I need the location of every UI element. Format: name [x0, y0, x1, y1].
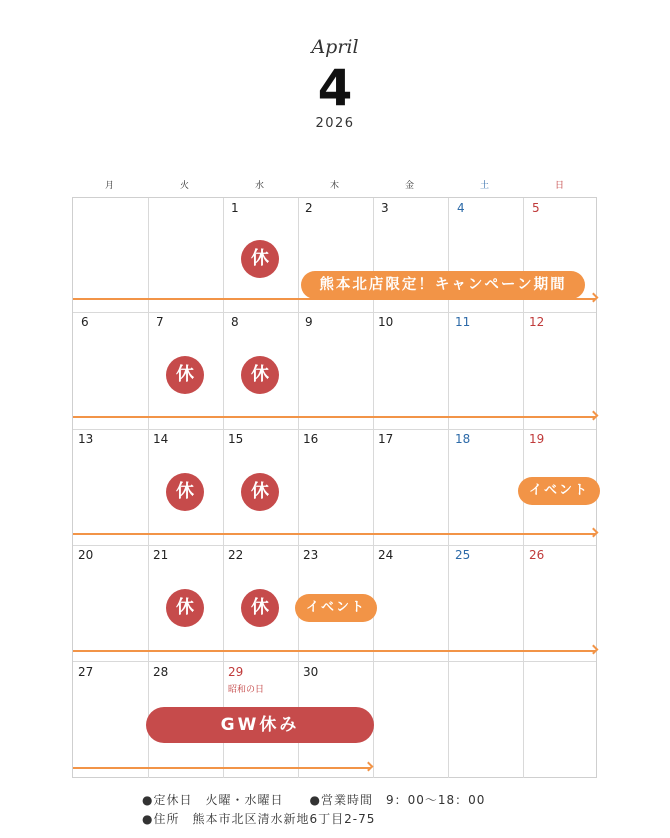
grid-divider	[73, 429, 596, 430]
day-number[interactable]: 1	[231, 201, 239, 215]
day-number[interactable]: 9	[305, 315, 313, 329]
day-number[interactable]: 14	[153, 432, 169, 446]
campaign-period-arrow	[73, 650, 596, 652]
day-number[interactable]: 7	[156, 315, 164, 329]
month-number: 4	[317, 59, 353, 117]
day-number[interactable]: 20	[78, 548, 94, 562]
day-number[interactable]: 18	[455, 432, 471, 446]
year: 2026	[315, 116, 355, 131]
day-number[interactable]: 8	[231, 315, 239, 329]
closed-day-badge: 休	[241, 589, 279, 627]
weekday-fri: 金	[404, 181, 414, 191]
day-number[interactable]: 12	[529, 315, 545, 329]
day-number[interactable]: 27	[78, 665, 94, 679]
grid-divider	[73, 661, 596, 662]
closed-day-badge: 休	[241, 240, 279, 278]
day-number[interactable]: 25	[455, 548, 471, 562]
day-number[interactable]: 24	[378, 548, 394, 562]
grid-divider	[148, 198, 149, 778]
grid-divider	[223, 198, 224, 778]
day-number[interactable]: 29	[228, 665, 244, 679]
footer-hours-info: ●定休日 火曜・水曜日 ●営業時間 9：00～18：00	[142, 793, 486, 807]
closed-day-badge: 休	[241, 356, 279, 394]
day-number[interactable]: 5	[532, 201, 540, 215]
day-number[interactable]: 26	[529, 548, 545, 562]
day-number[interactable]: 23	[303, 548, 319, 562]
weekday-mon: 月	[104, 181, 114, 191]
footer-address: ●住所 熊本市北区清水新地6丁目2-75	[142, 812, 376, 826]
closed-day-badge: 休	[166, 589, 204, 627]
grid-divider	[298, 198, 299, 778]
weekday-tue: 火	[179, 181, 189, 191]
holiday-note: 昭和の日	[228, 685, 265, 695]
event-badge[interactable]: イベント	[295, 594, 377, 622]
day-number[interactable]: 21	[153, 548, 169, 562]
campaign-banner[interactable]: 熊本北店限定！キャンペーン期間	[301, 271, 585, 299]
day-number[interactable]: 13	[78, 432, 94, 446]
day-number[interactable]: 19	[529, 432, 545, 446]
day-number[interactable]: 10	[378, 315, 394, 329]
day-number[interactable]: 17	[378, 432, 394, 446]
closed-day-badge: 休	[166, 356, 204, 394]
grid-divider	[73, 545, 596, 546]
grid-divider	[73, 312, 596, 313]
weekday-sun: 日	[554, 181, 564, 191]
day-number[interactable]: 6	[81, 315, 89, 329]
day-number[interactable]: 30	[303, 665, 319, 679]
closed-day-badge: 休	[241, 473, 279, 511]
gw-holiday-banner[interactable]: GW休み	[146, 707, 374, 743]
event-badge[interactable]: イベント	[518, 477, 600, 505]
day-number[interactable]: 16	[303, 432, 319, 446]
weekday-thu: 木	[329, 181, 339, 191]
day-number[interactable]: 28	[153, 665, 169, 679]
day-number[interactable]: 15	[228, 432, 244, 446]
closed-day-badge: 休	[166, 473, 204, 511]
weekday-wed: 水	[254, 181, 264, 191]
day-number[interactable]: 2	[305, 201, 313, 215]
day-number[interactable]: 3	[381, 201, 389, 215]
campaign-period-arrow	[73, 416, 596, 418]
day-number[interactable]: 11	[455, 315, 471, 329]
day-number[interactable]: 22	[228, 548, 244, 562]
month-name: April	[311, 36, 359, 58]
campaign-period-arrow	[73, 767, 371, 769]
weekday-sat: 土	[479, 181, 489, 191]
day-number[interactable]: 4	[457, 201, 465, 215]
campaign-period-arrow	[73, 533, 596, 535]
